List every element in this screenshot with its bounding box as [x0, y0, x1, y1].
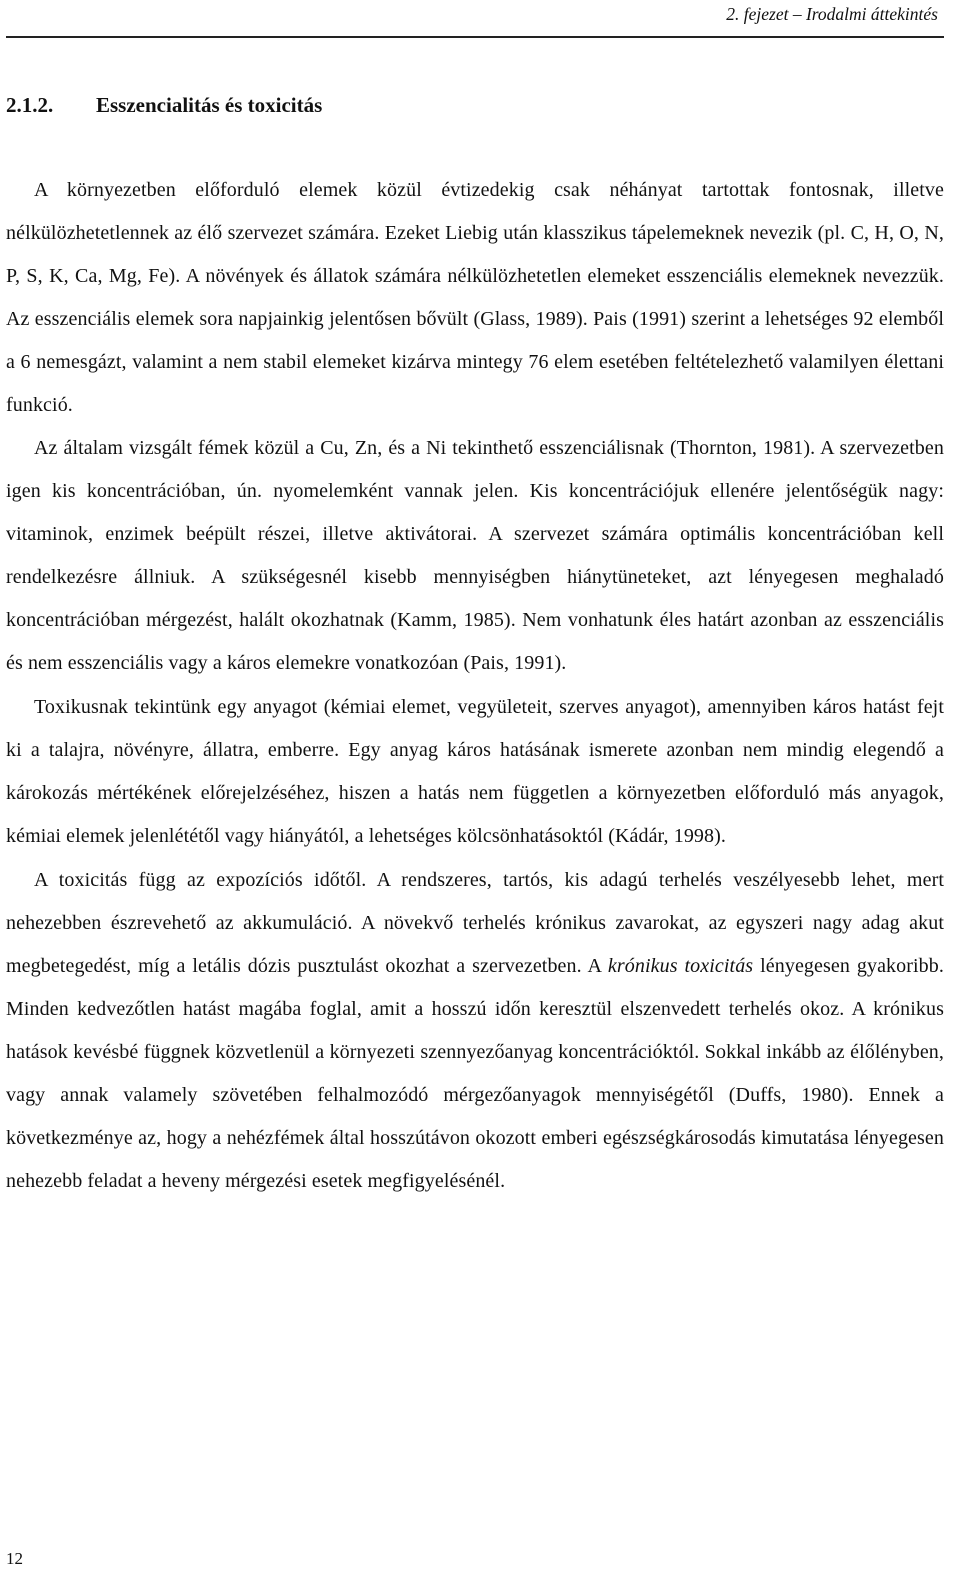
paragraph-exposure-time-end: lényegesen gyakoribb. Minden kedvezőtlen hatást magába foglal, amit a hosszú időn keresztül elszenvedett terhelés okoz. A krónikus hatások kevésbé függnek közvetlenül a környezeti szennyezőanyag koncentrációktól. Sokkal inkább az élőlényben, vagy annak valamely szövetében felhalmozódó mérgezőanyagok mennyiségétől (Duffs, 1980). Ennek a következménye az, hogy a nehézfémek által hosszútávon okozott emberi egészségkárosodás kimutatása lényegesen nehezebb feladat a heveny mérgezési esetek megfigyelésénél. [6, 955, 944, 1192]
running-header: 2. fejezet – Irodalmi áttekintés [726, 4, 938, 24]
paragraph-trace-metals: Az általam vizsgált fémek közül a Cu, Zn, és a Ni tekinthető esszenciálisnak (Thornton, 1981). A szervezetben igen kis koncentrációban, ún. nyomelemként vannak jelen. Kis koncentrációjuk ellenére jelentőségük nagy: vitaminok, enzimek beépült részei, illetve aktivátorai. A szervezet számára optimális koncentrációban kell rendelkezésre állniuk. A szükségesnél kisebb mennyiségben hiánytüneteket, azt lényegesen meghaladó koncentrációban mérgezést, halált okozhatnak (Kamm, 1985). Nem vonhatunk éles határt azonban az esszenciális és nem esszenciális vagy a káros elemekre vonatkozóan (Pais, 1991). [6, 437, 944, 674]
paragraph-exposure-time-start: A toxicitás függ az expozíciós időtől. A rendszeres, tartós, kis adagú terhelés veszélyesebb lehet, mert nehezebben észrevehető az akkumuláció. A növekvő terhelés krónikus zavarokat, az egyszeri nagy adag akut megbetegedést, míg a letális dózis pusztulást okozhat a szervezetben. A [6, 869, 944, 977]
paragraph-exposure-time [6, 859, 944, 1203]
section-heading [6, 93, 322, 118]
section-title: Esszencialitás és toxicitás [96, 93, 323, 117]
section-number: 2.1.2. [6, 93, 54, 117]
paragraph-essential-elements: A környezetben előforduló elemek közül évtizedekig csak néhányat tartottak fontosnak, illetve nélkülözhetetlennek az élő szervezet számára. Ezeket Liebig után klasszikus tápelemeknek nevezik (pl. C, H, O, N, P, S, K, Ca, Mg, Fe). A növények és állatok számára nélkülözhetetlen elemeket esszenciális elemeknek nevezzük. Az esszenciális elemek sora napjainkig jelentősen bővült (Glass, 1989). Pais (1991) szerint a lehetséges 92 elemből a 6 nemesgázt, valamint a nem stabil elemeket kizárva mintegy 76 elem esetében feltételezhető valamilyen élettani funkció. [6, 179, 944, 416]
emphasis-chronic-toxicity: krónikus toxicitás [607, 955, 754, 977]
page-number: 12 [6, 1549, 23, 1568]
body-text [6, 169, 944, 1203]
header-rule [6, 36, 944, 38]
paragraph-toxicity-definition: Toxikusnak tekintünk egy anyagot (kémiai elemet, vegyületeit, szerves anyagot), amennyiben káros hatást fejt ki a talajra, növényre, állatra, emberre. Egy anyag káros hatásának ismerete azonban nem mindig elegendő a károkozás mértékének előrejelzéséhez, hiszen a hatás nem független a környezetben előforduló más anyagok, kémiai elemek jelenlététől vagy hiányától, a lehetséges kölcsönhatásoktól (Kádár, 1998). [6, 696, 944, 847]
